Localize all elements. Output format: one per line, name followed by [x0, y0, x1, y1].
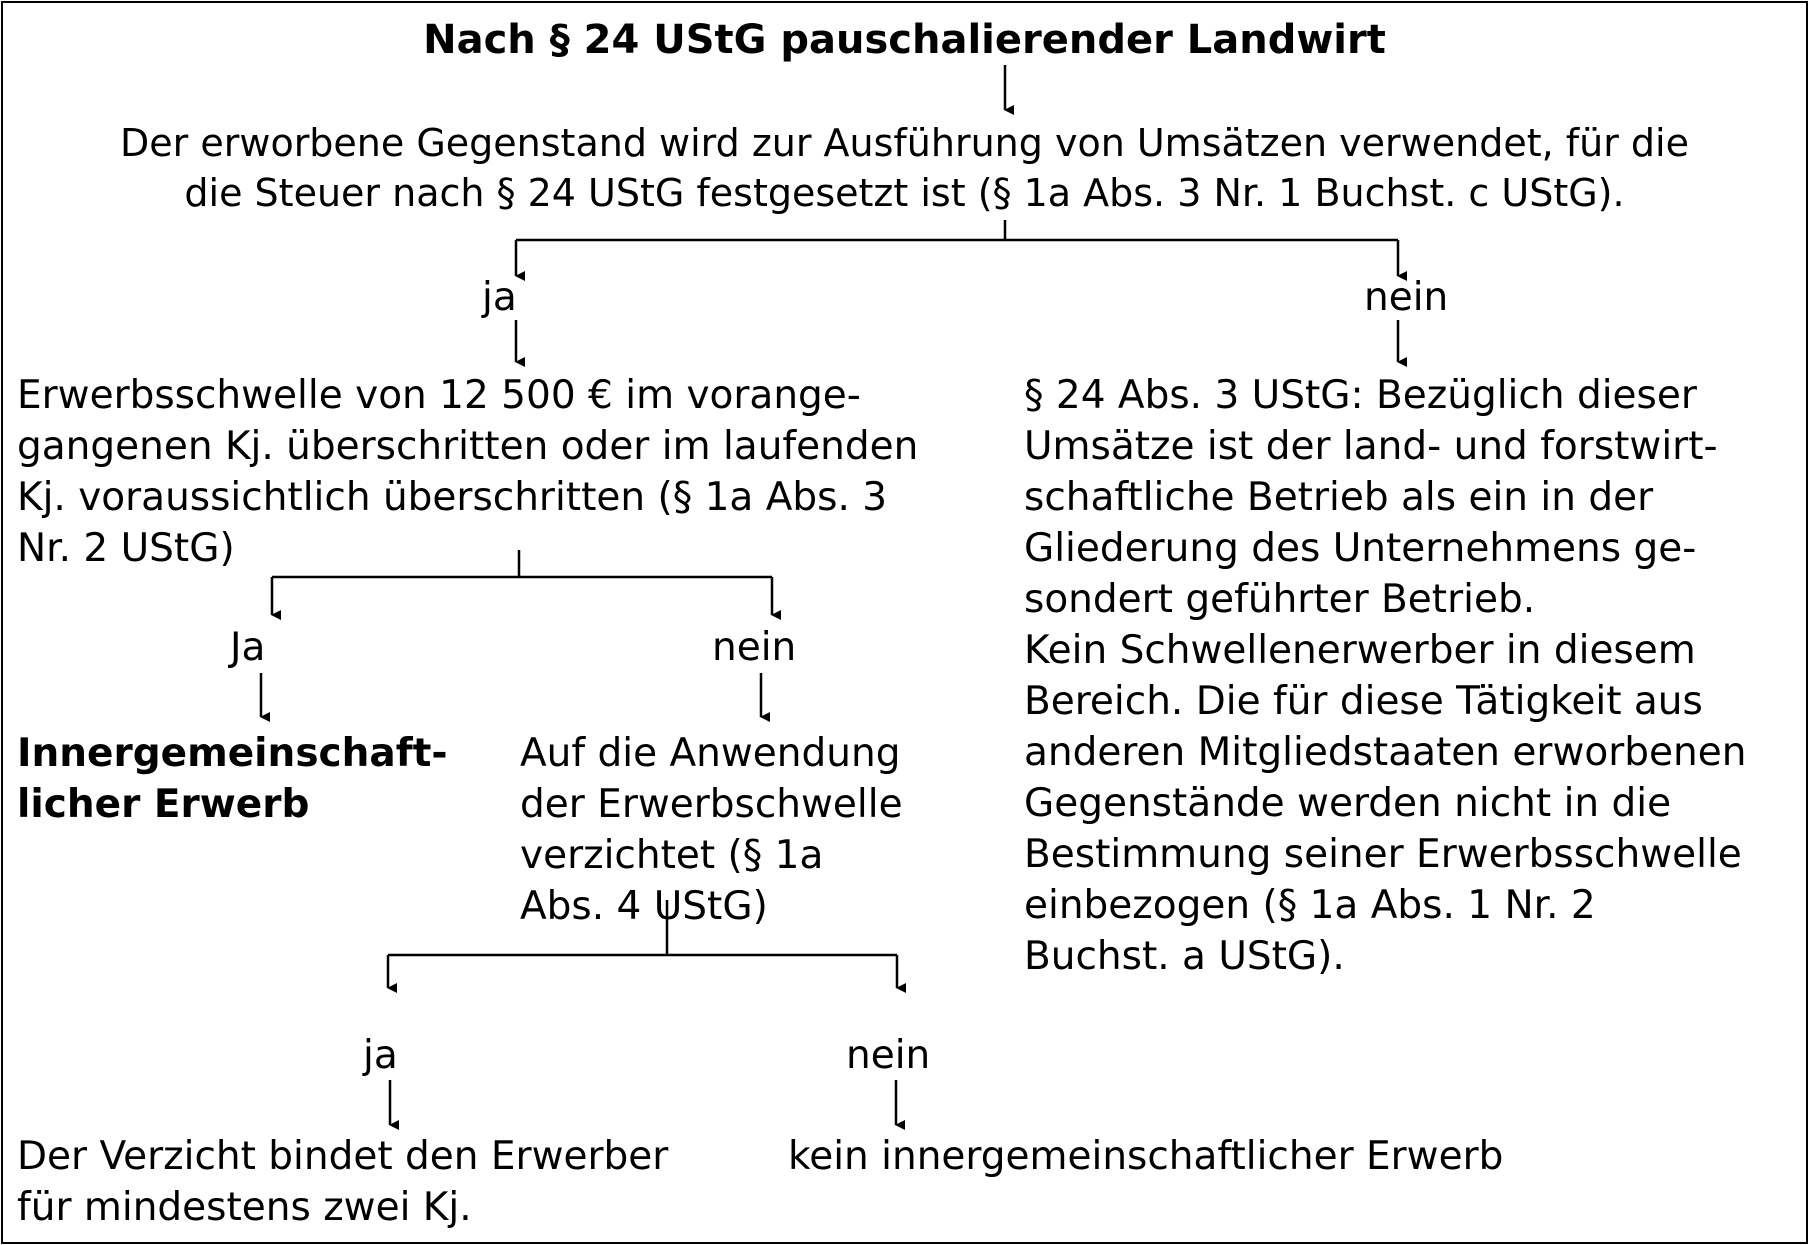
- branch1-yes-label: ja: [482, 275, 517, 320]
- right-explanation: § 24 Abs. 3 UStG: Bezüglich dieser Umsätze ist der land- und forstwirt- schaftliche Betrieb als ein in der Gliederung des Unternehmens ge- sondert geführter Betrieb. Kein Schwellenerwerber in diesem Bereich. Die für diese Tätigkeit aus anderen Mitgliedstaaten erworbenen Gegenstände werden nicht in die Bestimmung seiner Erwerbsschwelle einbezogen (§ 1a Abs. 1 Nr. 2 Buchst. a UStG).: [1024, 373, 1747, 979]
- result-verzicht-bindet: Der Verzicht bindet den Erwerber für mindestens zwei Kj.: [17, 1134, 669, 1230]
- question-2: Erwerbsschwelle von 12 500 € im vorange- gangenen Kj. überschritten oder im laufenden Kj. voraussichtlich überschritten (§ 1a Abs. 3 Nr. 2 UStG): [17, 373, 919, 571]
- branch3-yes-label: ja: [363, 1033, 398, 1078]
- result-kein-erwerb: kein innergemeinschaftlicher Erwerb: [788, 1134, 1504, 1179]
- branch3-no-label: nein: [846, 1033, 931, 1078]
- diagram-title: Nach § 24 UStG pauschalierender Landwirt: [423, 17, 1386, 63]
- branch2-yes-label: Ja: [230, 625, 266, 670]
- result-innergemeinschaftlicher-erwerb: Innergemeinschaft- licher Erwerb: [17, 731, 448, 827]
- branch1-no-label: nein: [1364, 275, 1449, 320]
- branch2-no-label: nein: [712, 625, 797, 670]
- question-3: Auf die Anwendung der Erwerbschwelle verzichtet (§ 1a Abs. 4 UStG): [520, 731, 903, 929]
- question-1: Der erworbene Gegenstand wird zur Ausführung von Umsätzen verwendet, für die die Steuer nach § 24 UStG festgesetzt ist (§ 1a Abs. 3 Nr. 1 Buchst. c UStG).: [120, 121, 1689, 215]
